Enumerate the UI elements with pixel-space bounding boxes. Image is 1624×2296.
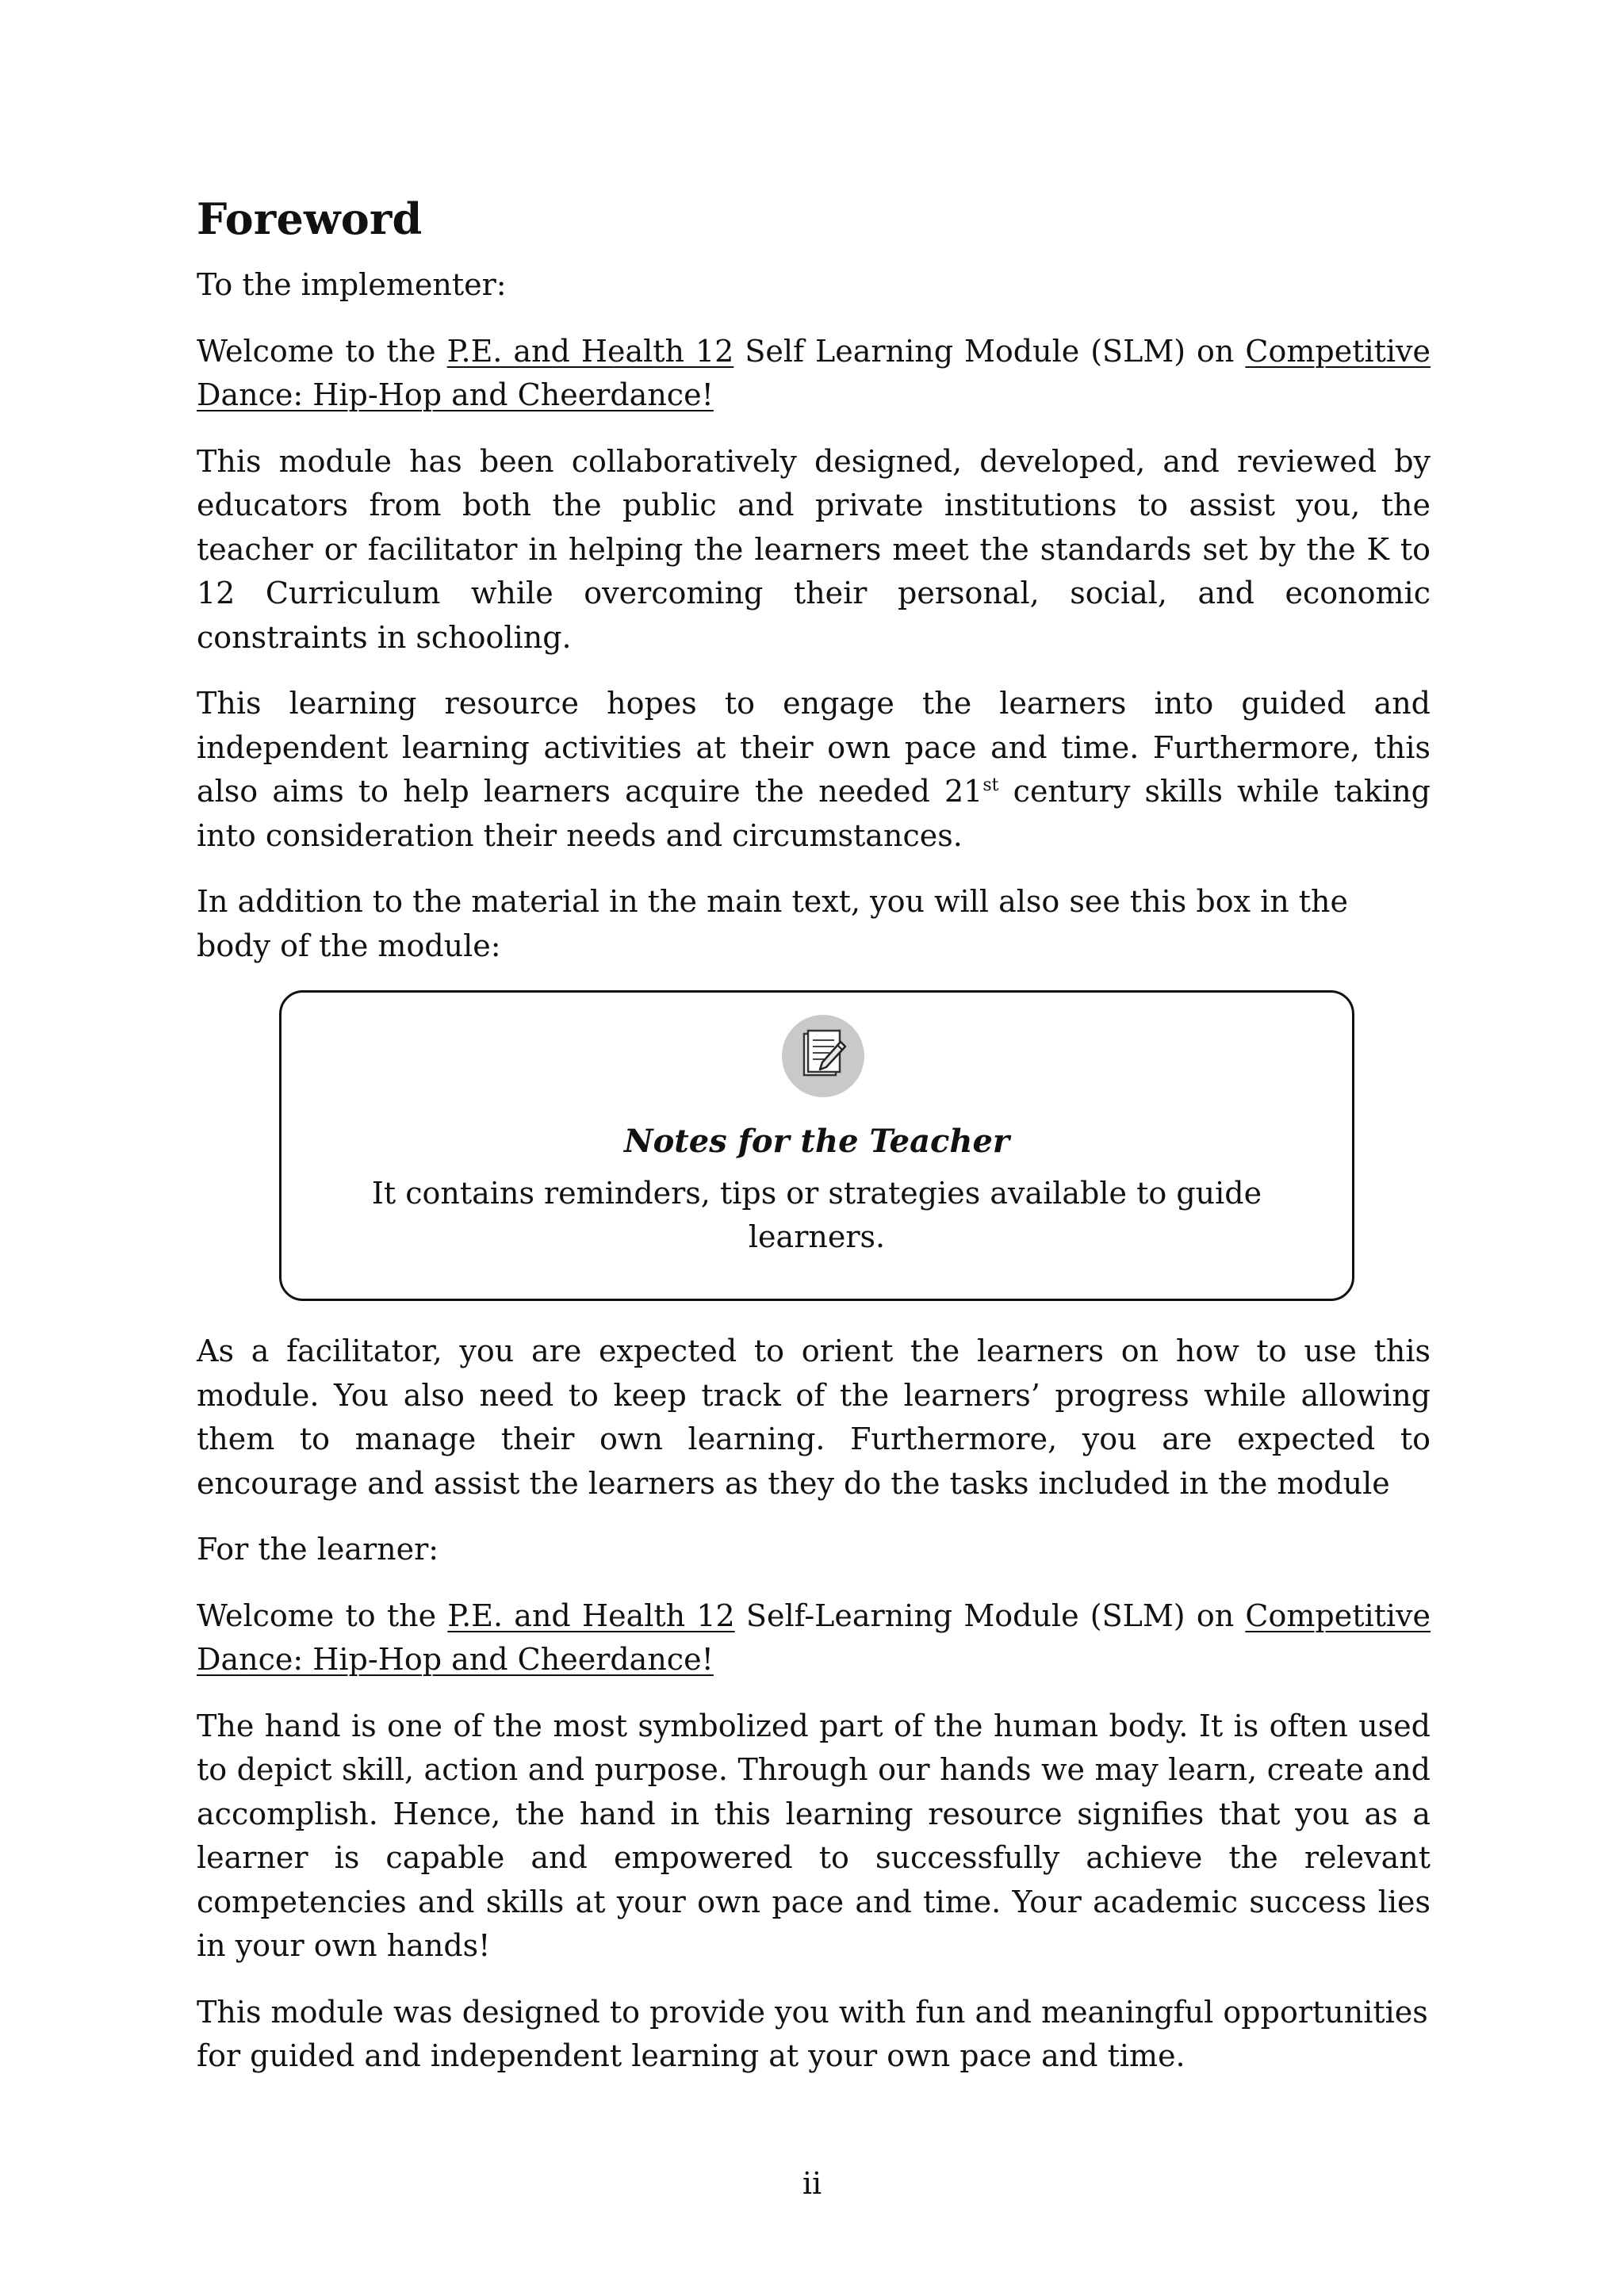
subject-title: P.E. and Health 12 [446, 333, 734, 369]
paragraph-text: This learning resource hopes to engage the learners into guided and independent learning activities at their own pace and time. Furthermore, this also aims to help learners acquire the needed 21 [197, 686, 1431, 809]
implementer-paragraph-4: As a facilitator, you are expected to orient the learners on how to use this module. You also need to keep track of the learners’ progress while allowing them to manage their own learning. Furthermore, you are expected to encourage and assist the learners as they do the tasks included in the module [197, 1334, 1431, 1501]
notes-for-teacher-box [279, 990, 1354, 1301]
welcome-prefix: Welcome to the [197, 333, 447, 369]
implementer-paragraph-1: This module has been collaboratively designed, developed, and reviewed by educators from both the public and private institutions to assist you, the teacher or facilitator in helping the learners meet the standards set by the K to 12 Curriculum while overcoming their personal, social, and economic constraints in schooling. [197, 443, 1431, 655]
welcome-mid: Self-Learning Module (SLM) on [734, 1598, 1246, 1633]
notes-pencil-icon [782, 1015, 864, 1097]
page-number: ii [802, 2166, 822, 2201]
implementer-paragraph-2 [197, 682, 1431, 858]
document-page [197, 187, 1431, 2101]
learner-paragraph-2: This module was designed to provide you with fun and meaningful opportunities for guided and independent learning at your own pace and time. [197, 1994, 1428, 2073]
learner-paragraph-1: The hand is one of the most symbolized part of the human body. It is often used to depict skill, action and purpose. Through our hands we may learn, create and accomplish. Hence, the hand in this learning resource signifies that you as a learner is capable and empowered to successfully achieve the relevant competencies and skills at your own pace and time. Your academic success lies in your own hands! [197, 1708, 1431, 1963]
notes-description: It contains reminders, tips or strategies available to guide learners. [371, 1176, 1262, 1254]
learner-label: For the learner: [197, 1532, 439, 1567]
implementer-label: To the implementer: [197, 267, 507, 302]
module-topic: Competitive Dance: Hip-Hop and Cheerdance! [197, 1598, 1431, 1677]
module-topic: Competitive Dance: Hip-Hop and Cheerdance! [197, 333, 1431, 412]
implementer-paragraph-3: In addition to the material in the main text, you will also see this box in the body of the module: [197, 884, 1349, 963]
welcome-mid: Self Learning Module (SLM) on [733, 333, 1246, 369]
implementer-welcome [197, 330, 1431, 418]
ordinal-suffix: st [982, 775, 999, 795]
paragraph-text: century skills while taking into consideration their needs and circumstances. [197, 774, 1431, 853]
page-title: Foreword [197, 193, 423, 244]
notes-title: Notes for the Teacher [624, 1123, 1009, 1160]
subject-title: P.E. and Health 12 [447, 1598, 735, 1633]
learner-welcome [197, 1594, 1431, 1682]
welcome-prefix: Welcome to the [197, 1598, 448, 1633]
